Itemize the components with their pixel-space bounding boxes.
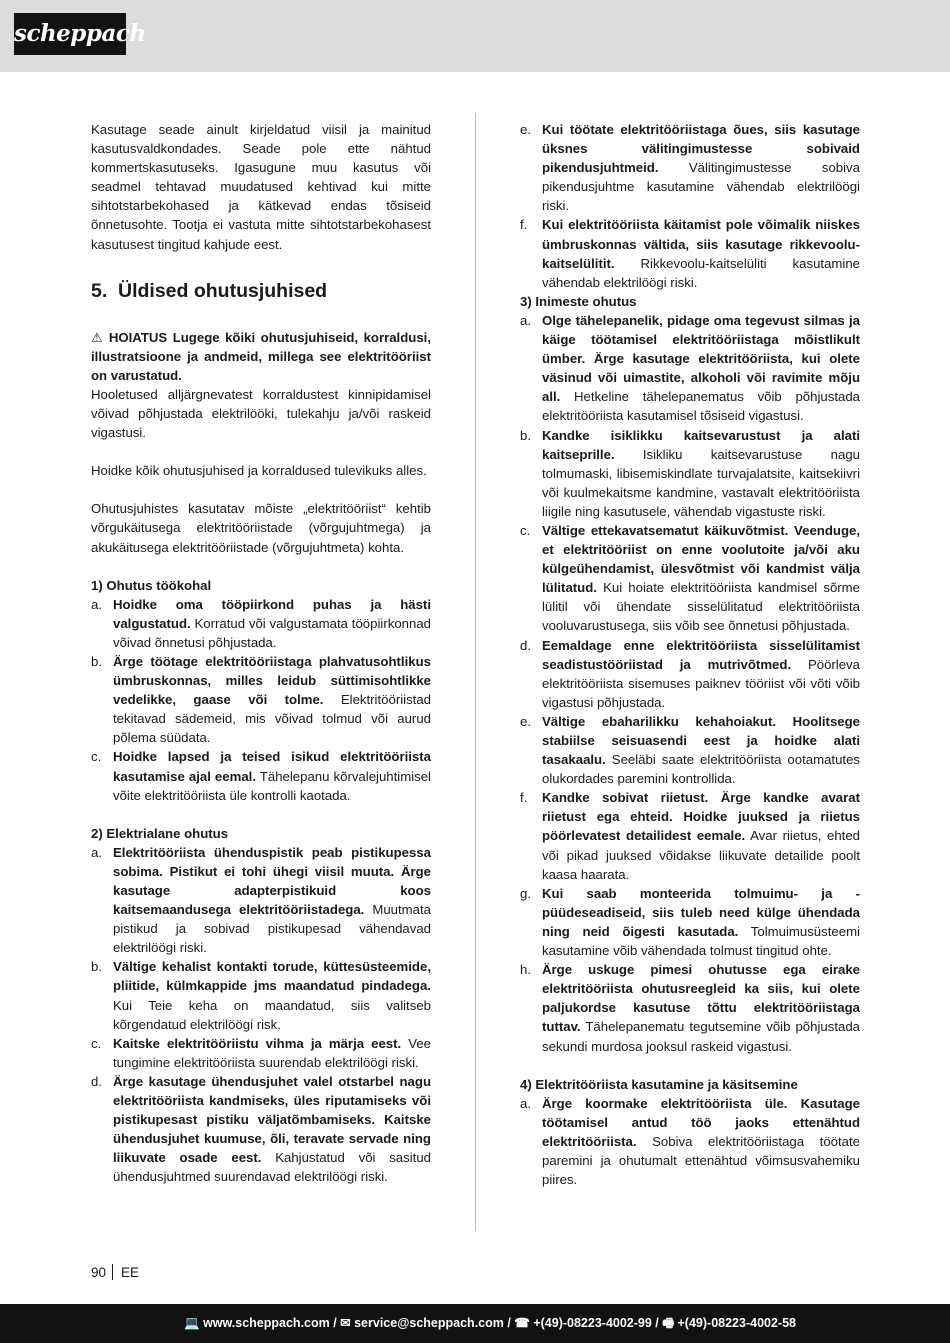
subsection-title-workplace: 1) Ohutus töökohal (91, 577, 212, 593)
term-definition-text: Ohutusjuhistes kasutatav mõiste „elektritööriist“ kehtib võrgukäitusega elektritööriistade (võrgujuhtmega) ja akukäitusega elektritööriistade (võrgujuhtmeta) kohta. (91, 501, 431, 555)
item-text: Ärge töötage elektritööriistaga plahvatusohtlikus ümbruskonnas, milles leidub süttimisohtlikke vedelikke, gaase või tolme. Elektritööriistad tekitavad sädemeid, mis võivad tolmud või aurud põlema süüdata. (113, 653, 431, 746)
list-item (520, 311, 860, 426)
list-item (91, 1034, 431, 1072)
contact-bar (0, 1304, 950, 1343)
header-bar (0, 0, 950, 72)
item-label: d. (91, 1073, 102, 1089)
list-item (520, 788, 860, 883)
electrical-items-continued (520, 120, 860, 292)
page-number: 90 (91, 1264, 107, 1280)
right-column (520, 120, 860, 1189)
list-item (520, 960, 860, 1055)
item-label: h. (520, 962, 531, 978)
list-item (91, 595, 431, 652)
item-label: b. (91, 959, 102, 975)
item-label: g. (520, 885, 531, 901)
item-text: Olge tähelepanelik, pidage oma tegevust silmas ja käige töötamisel elektritööriistaga mõistlikult ümber. Ärge kasutage elektritööriista, kui olete väsinud või uimastite, alkoholi või ravimite mõju all. Hetkeline tähelepanematus võib põhjustada elektritööriista kasutamisel tõsiseid vigastusi. (542, 312, 860, 424)
item-text: Hoidke oma tööpiirkond puhas ja hästi valgustatud. Korratud või valgustamata tööpiirkonnad võivad õnnetusi põhjustada. (113, 596, 431, 650)
section-number: 5. (91, 279, 108, 302)
item-label: f. (520, 790, 528, 806)
item-label: c. (91, 1035, 102, 1051)
item-label: c. (520, 522, 531, 538)
item-label: c. (91, 749, 102, 765)
tool-use-items (520, 1094, 860, 1189)
warning-triangle-icon: ⚠ (91, 329, 103, 345)
item-text: Kui saab monteerida tolmuimu- ja -püüdeseadiseid, siis tuleb need külge ühendada ning neid õigesti kasutada. Tolmuimusüsteemi kasutamine võib vähendada tolmust tingitud ohte. (542, 885, 860, 959)
item-text: Eemaldage enne elektritööriista sisselülitamist seadistustööriistad ja mutrivõtmed. Pöörleva elektritööriista sisemuses paiknev tööriist või võti võib vigastusi põhjustada. (542, 637, 860, 710)
list-item (520, 884, 860, 960)
item-text: Kandke sobivat riietust. Ärge kandke avarat riietust ega ehteid. Hoidke juuksed ja riietus pöörlevatest detailidest eemale. Avar riietus, ehted või pikad juuksed võidakse liikuvate detailide poolt kaasa haarata. (542, 790, 861, 882)
page-footer (91, 1264, 139, 1280)
list-item (520, 1094, 860, 1189)
list-item (91, 747, 431, 804)
intro-paragraph: Kasutage seade ainult kirjeldatud viisil ja mainitud kasutusvaldkondades. Seade pole ette nähtud kommertskasutuseks. Igasugune muu kasutus või seadmel tehtavad muudatused kehtivad kui mitte sihtotstarbekohased ja kätkevad endas tõsiseid õnnetusohte. Tootja ei vastuta mitte sihtotstarbekohasest kasutusest tingitud kahjude eest. (91, 122, 431, 252)
footer-separator (112, 1264, 113, 1280)
item-label: a. (520, 1095, 531, 1111)
item-text: Kui elektritööriista käitamist pole võimalik niiskes ümbruskonnas vältida, siis kasutage rikkevoolu-kaitselülitit. Rikkevoolu-kaitselüliti kasutamine vähendab elektrilöögi riski. (542, 217, 860, 290)
warning-heading (91, 328, 431, 385)
item-label: d. (520, 637, 531, 653)
item-text: Vältige kehalist kontakti torude, küttesüsteemide, pliitide, külmkappide jms maandatud pindadega. Kui Teie keha on maandatud, siis valitseb kõrgendatud elektrilöögi risk. (113, 959, 431, 1032)
scheppach-logo: scheppach (14, 13, 126, 55)
item-text: Hoidke lapsed ja teised isikud elektritööriista kasutamise ajal eemal. Tähelepanu kõrvalejuhtimisel võite elektritööriista üle kontrolli kaotada. (113, 749, 431, 803)
item-label: a. (520, 312, 531, 328)
subsection-title-tool-use: 4) Elektritööriista kasutamine ja käsitsemine (520, 1076, 798, 1092)
list-item (520, 120, 860, 215)
item-text: Kaitske elektritööriistu vihma ja märja eest. Vee tungimine elektritööriista suurendab elektrilöögi riski. (113, 1035, 431, 1070)
keep-instructions-text: Hoidke kõik ohutusjuhised ja korraldused tulevikuks alles. (91, 463, 427, 479)
item-text: Elektritööriista ühenduspistik peab pistikupessa sobima. Pistikut ei tohi ühegi viisil muuta. Ärge kasutage adapterpistikuid koos kaitsemaandusega elektritööriistadega. Muutmata pistikud ja sobivad pistikupesad vähendavad elektrilöögi riski. (113, 844, 431, 956)
item-label: f. (520, 217, 528, 233)
list-item (520, 521, 860, 636)
subsection-title-personal: 3) Inimeste ohutus (520, 293, 637, 309)
list-item (91, 652, 431, 747)
item-label: e. (520, 713, 531, 729)
item-label: b. (91, 653, 102, 669)
column-divider (475, 113, 476, 1231)
warning-bold-text: HOIATUS Lugege kõiki ohutusjuhiseid, korraldusi, illustratsioone ja andmeid, millega see elektritööriist on varustatud. (91, 329, 431, 383)
contact-line: 💻 www.scheppach.com / ✉ service@scheppach.com / ☎ +(49)-08223-4002-99 / 🖷 +(49)-08223-4002-58 (184, 1316, 796, 1330)
list-item (520, 426, 860, 521)
subsection-title-electrical: 2) Elektrialane ohutus (91, 825, 229, 841)
section-heading (91, 280, 431, 302)
language-code: EE (121, 1264, 140, 1280)
item-text: Vältige ettekavatsematut käikuvõtmist. Veenduge, et elektritööriist on enne voolutoite ja/või aku külgeühendamist, ülesvõtmist või kandmist välja lülitatud. Kui hoiate elektritööriista kandmisel sõrme lülitil või ühendate sisselülitatud elektritööriista vooluvarustusega, siis võib see õnnetusi põhjustada. (542, 522, 860, 634)
warning-text: Hooletused alljärgnevatest korraldustest kinnipidamisel võivad põhjustada elektrilööki, tulekahju ja/või raskeid vigastusi. (91, 386, 431, 441)
item-label: e. (520, 122, 531, 137)
item-text: Kandke isiklikku kaitsevarustust ja alati kaitseprille. Isikliku kaitsevarustuse nagu tolmumaski, libisemiskindlate turvajalatsite, kaitsekiivri või kuulmekaitsme kandmine, vastavalt elektritööriista liigile ning kasutusele, vähendab vigastuste riski. (542, 427, 860, 519)
item-text: Ärge uskuge pimesi ohutusse ega eirake elektritööriista ohutusreegleid ka siis, kui olete paljukordse kasutuse tõttu elektritööriistaga tuttav. Tähelepanematu tegutsemine võib põhjustada sekundi murdosa jooksul raskeid vigastusi. (542, 962, 860, 1054)
item-text: Ärge kasutage ühendusjuhet valel otstarbel nagu elektritööriista kandmiseks, üles riputamiseks või pistikupesast pistiku väljatõmbamiseks. Kaitske ühendusjuhet kuumuse, õli, teravate servade ning liikuvate osade eest. Kahjustatud või sasitud ühendusjuhtmed suurendavad elektrilöögi riski. (113, 1073, 431, 1185)
list-item (91, 1072, 431, 1187)
item-label: a. (91, 596, 102, 612)
item-label: b. (520, 427, 531, 443)
section-title: Üldised ohutusjuhised (118, 279, 328, 302)
list-item (91, 957, 431, 1033)
personal-safety-items (520, 311, 860, 1056)
list-item (520, 712, 860, 788)
item-text: Kui töötate elektritööriistaga õues, siis kasutage üksnes välitingimustesse sobivaid pikendusjuhtmeid. Välitingimustesse sobiva pikendusjuhtme kasutamine vähendab elektrilöögi riski. (542, 122, 860, 214)
electrical-items (91, 843, 431, 1187)
list-item (520, 636, 860, 712)
item-text: Ärge koormake elektritööriista üle. Kasutage töötamisel antud töö jaoks ettenähtud elektritööriista. Sobiva elektritööriistaga töötate paremini ja ohutumalt ettenähtud võimsusvahemiku piires. (542, 1095, 860, 1188)
list-item (91, 843, 431, 958)
list-item (520, 215, 860, 291)
workplace-items (91, 595, 431, 805)
item-label: a. (91, 844, 102, 860)
item-text: Vältige ebaharilikku kehahoiakut. Hoolitsege stabiilse seisuasendi eest ja hoidke alati tasakaalu. Seeläbi saate elektritööriista ootamatutes olukordades paremini kontrollida. (542, 713, 860, 787)
left-column (91, 120, 431, 1187)
